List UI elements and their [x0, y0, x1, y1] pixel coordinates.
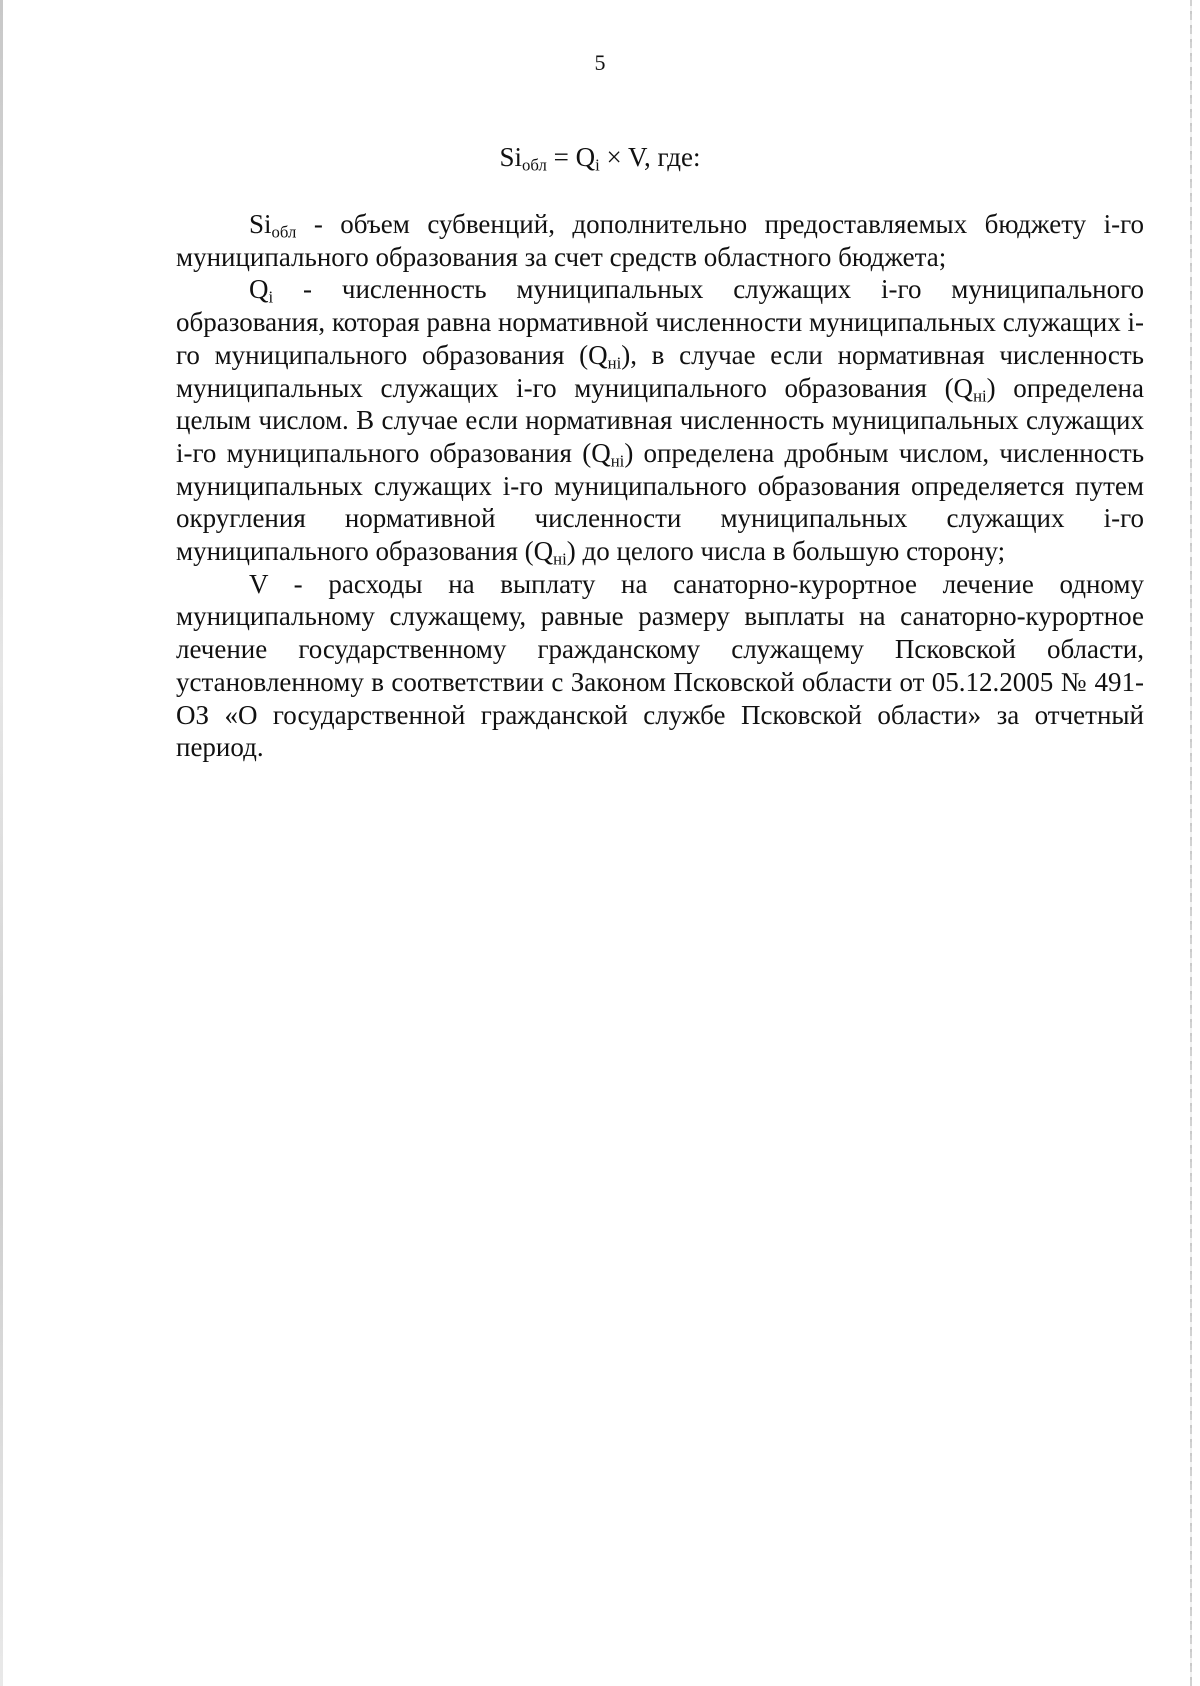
formula-equals: = — [546, 142, 576, 172]
definition-q-symbol: Q — [249, 274, 269, 305]
definition-q-sub-ni-1: нi — [607, 353, 622, 373]
formula-rest: × V, где: — [599, 142, 701, 172]
definition-q-sub-ni-2: нi — [973, 386, 987, 406]
definition-q-text-2: ), в случае если нормативная численность муниципальных служащих i-го муниципального образования (Q — [176, 339, 1144, 403]
definition-q-sub-ni-4: нi — [553, 549, 567, 569]
document-body — [176, 208, 1144, 764]
formula-q: Q — [575, 142, 596, 172]
definition-v-symbol: V — [249, 568, 269, 599]
scan-edge-right — [1190, 0, 1192, 1686]
definition-q-subscript: i — [268, 288, 274, 308]
definition-si-subscript: обл — [271, 222, 297, 242]
definition-v — [176, 568, 1144, 764]
definition-si — [176, 208, 1144, 273]
definition-si-text: - объем субвенций, дополнительно предоставляемых бюджету i-го муниципального образования за счет средств областного бюджета; — [176, 209, 1144, 272]
page-number: 5 — [594, 50, 606, 75]
formula — [0, 142, 1200, 173]
formula-q-subscript: i — [595, 155, 600, 175]
definition-si-symbol: Si — [249, 209, 272, 239]
definition-q — [176, 273, 1144, 567]
definition-q-text-5: ) до целого числа в большую сторону; — [566, 536, 1006, 567]
definition-q-text-1: - численность муниципальных служащих i-го муниципального образования, которая равна нормативной численности муниципальных служащих i-го муниципального образования (Q — [176, 274, 1144, 370]
definition-v-text: - расходы на выплату на санаторно-курортное лечение одному муниципальному служащему, равные размеру выплаты на санаторно-курортное лечение государственному гражданскому служащему Псковской области, установленному в соответствии с Законом Псковской области от 05.12.2005 № 491-ОЗ «О государственной гражданской службе Псковской области» за отчетный период. — [176, 568, 1144, 763]
definition-q-text-4: ) определена дробным числом, численность муниципальных служащих i-го муниципального образования определяется путем округления нормативной численности муниципальных служащих i-го муниципального образования (Q — [176, 437, 1145, 567]
formula-lhs: Si — [499, 142, 523, 172]
definition-q-sub-ni-3: нi — [610, 451, 625, 471]
formula-lhs-subscript: обл — [522, 155, 547, 175]
scan-edge-left — [0, 0, 3, 1686]
definition-q-text-3: ) определена целым числом. В случае если нормативная численность муниципальных служащих i-го муниципального образования (Q — [176, 372, 1144, 468]
